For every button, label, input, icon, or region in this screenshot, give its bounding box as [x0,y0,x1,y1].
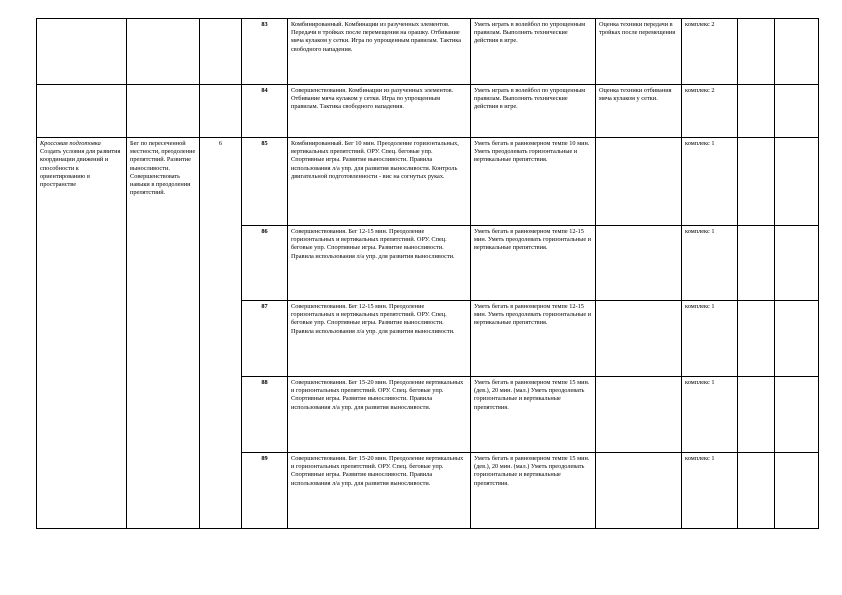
lesson-control [596,301,682,377]
empty-cell [775,19,819,85]
section-cell [37,85,127,138]
table-row [37,85,819,138]
table-row [37,138,819,226]
lesson-equipment: комплекс 1 [682,377,738,453]
lesson-equipment: комплекс 2 [682,85,738,138]
lesson-control [596,226,682,301]
lesson-content: Совершенствования. Бег 15-20 мин. Преодоление вертикальных и горизонтальных препятствий. ОРУ. Спец. беговые упр. Спортивные игры. Развитие выносливости. Правила использования л/а упр. для развития выносливости. [288,377,471,453]
table-row [37,19,819,85]
lesson-control [596,453,682,529]
empty-cell [738,226,775,301]
lesson-number: 88 [242,377,288,453]
lesson-content: Совершенствования. Бег 12-15 мин. Преодоление горизонтальных и вертикальных препятствий. ОРУ. Спец. беговые упр. Спортивные игры. Развитие выносливости. Правила использования л/а упр. для развития выносливости. [288,301,471,377]
lesson-content: Комбинированный. Бег 10 мин. Преодоление горизонтальных, вертикальных препятствий. ОРУ. Спец. беговые упр. Спортивные игры. Развитие выносливости. Правила использования л/а упр. для развития выносливости. Контроль двигательной подготовленности - вис на согнутых руках. [288,138,471,226]
lesson-equipment: комплекс 1 [682,453,738,529]
lesson-content: Совершенствования. Бег 12-15 мин. Преодоление горизонтальных и вертикальных препятствий. ОРУ. Спец. беговые упр. Спортивные игры. Развитие выносливости. Правила использования л/а упр. для развития выносливости. [288,226,471,301]
empty-cell [775,377,819,453]
lesson-equipment: комплекс 1 [682,301,738,377]
section-title: Кроссовая подготовка [40,140,101,147]
lesson-equipment: комплекс 2 [682,19,738,85]
empty-cell [738,85,775,138]
lesson-requirements: Уметь играть в волейбол по упрощенным правилам. Выполнять технические действия в игре. [471,19,596,85]
lesson-requirements: Уметь играть в волейбол по упрощенным правилам. Выполнять технические действия в игре. [471,85,596,138]
lesson-equipment: комплекс 1 [682,226,738,301]
empty-cell [775,85,819,138]
lesson-equipment: комплекс 1 [682,138,738,226]
lesson-number: 84 [242,85,288,138]
section-cell [37,19,127,85]
lesson-number: 85 [242,138,288,226]
lesson-control [596,138,682,226]
empty-cell [738,377,775,453]
lesson-control: Оценка техники передачи в тройках после перемещения [596,19,682,85]
empty-cell [738,453,775,529]
lesson-control: Оценка техники отбивания мяча кулаком у сетки. [596,85,682,138]
section-goal: Создать условия для развития координации движений и способности к ориентированию в пространстве [40,148,121,189]
lesson-number: 87 [242,301,288,377]
topic-cell: Бег по пересеченной местности, преодоление препятствий. Развитие выносливости. Совершенствовать навыки в преодолении препятствий. [127,138,200,529]
empty-cell [738,19,775,85]
lesson-content: Комбинированный. Комбинации из разученных элементов. Передачи в тройках после перемещения на орашку. Отбивание мяча кулаком у сетки. Игра по упрощенным правилам. Тактика свободного нападения. [288,19,471,85]
lesson-number: 86 [242,226,288,301]
topic-cell [127,19,200,85]
empty-cell [738,138,775,226]
empty-cell [775,226,819,301]
hours-cell: 6 [200,138,242,529]
lesson-content: Совершенствования. Комбинации из разученных элементов. Отбивание мяча кулаком у сетки. Игра по упрощенным правилам. Тактика свободного нападения. [288,85,471,138]
lesson-requirements: Уметь бегать в равномерном темпе 12-15 мин. Уметь преодолевать горизонтальные и вертикальные препятствия. [471,226,596,301]
empty-cell [738,301,775,377]
empty-cell [775,453,819,529]
lesson-number: 83 [242,19,288,85]
topic-cell [127,85,200,138]
empty-cell [775,301,819,377]
lesson-requirements: Уметь бегать в равномерном темпе 10 мин. Уметь преодолевать горизонтальные и вертикальные препятствия. [471,138,596,226]
lesson-requirements: Уметь бегать в равномерном темпе 15 мин. (дев.), 20 мин. (мал.) Уметь преодолевать горизонтальные и вертикальные препятствия. [471,377,596,453]
lesson-requirements: Уметь бегать в равномерном темпе 12-15 мин. Уметь преодолевать горизонтальные и вертикальные препятствия. [471,301,596,377]
empty-cell [775,138,819,226]
hours-cell [200,85,242,138]
lesson-content: Совершенствования. Бег 15-20 мин. Преодоление вертикальных и горизонтальных препятствий. ОРУ. Спец. беговые упр. Спортивные игры. Развитие выносливости. Правила использования л/а упр. для развития выносливости. [288,453,471,529]
lesson-plan-table [36,18,819,529]
lesson-number: 89 [242,453,288,529]
section-cell [37,138,127,529]
lesson-control [596,377,682,453]
hours-cell [200,19,242,85]
lesson-requirements: Уметь бегать в равномерном темпе 15 мин. (дев.), 20 мин. (мал.) Уметь преодолевать горизонтальные и вертикальные препятствия. [471,453,596,529]
